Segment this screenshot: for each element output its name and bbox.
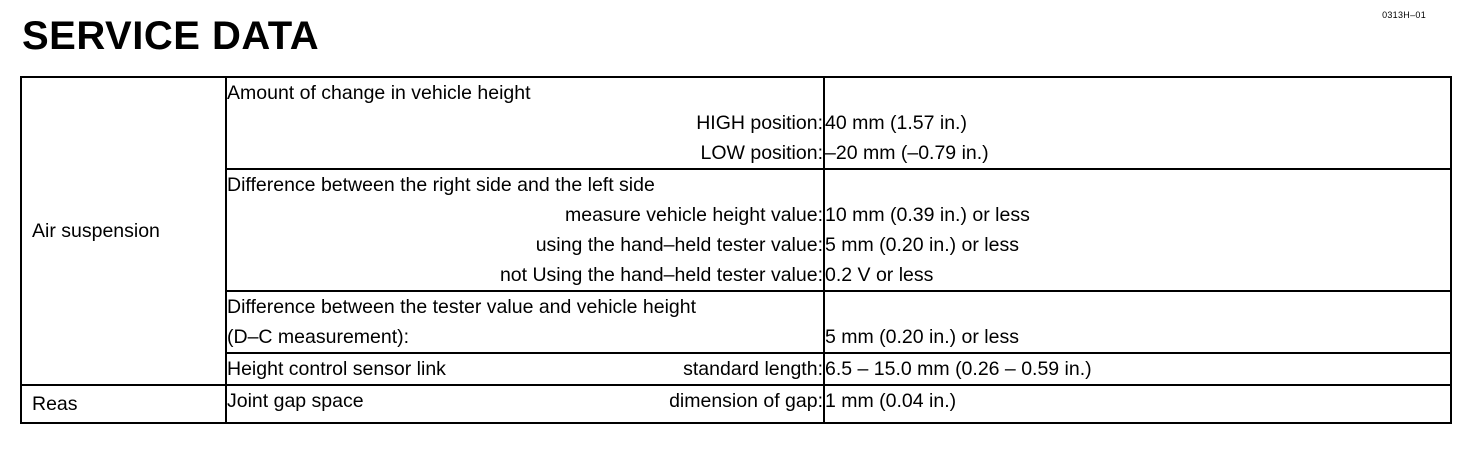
joint-gap-values [824, 385, 1451, 423]
spec-label: LOW position: [700, 142, 823, 164]
spec-heading: Amount of change in vehicle height [227, 82, 531, 104]
spec-heading: Height control sensor link [227, 358, 446, 380]
spec-value: 1 mm (0.04 in.) [825, 390, 957, 412]
spec-value: 5 mm (0.20 in.) or less [825, 326, 1019, 348]
spec-heading: Difference between the tester value and vehicle height [227, 296, 697, 318]
table-row [21, 385, 1451, 423]
height-change-values [824, 77, 1451, 169]
spec-value: 0.2 V or less [825, 264, 934, 286]
spec-value: 6.5 – 15.0 mm (0.26 – 0.59 in.) [825, 358, 1092, 380]
spec-label: standard length: [683, 358, 823, 380]
spec-heading: Joint gap space [227, 390, 364, 412]
spec-label: measure vehicle height value: [565, 204, 823, 226]
spec-value: 5 mm (0.20 in.) or less [825, 234, 1019, 256]
category-air-suspension: Air suspension [21, 77, 226, 385]
side-difference-values [824, 169, 1451, 291]
sensor-link-spec [226, 353, 824, 385]
category-reas: Reas [21, 385, 226, 423]
sensor-link-values [824, 353, 1451, 385]
table-row [21, 353, 1451, 385]
spec-heading: Difference between the right side and the left side [227, 174, 655, 196]
document-code: 0313H–01 [1382, 10, 1426, 20]
page-title: SERVICE DATA [22, 14, 320, 58]
spec-value: 10 mm (0.39 in.) or less [825, 204, 1030, 226]
tester-difference-spec [226, 291, 824, 353]
joint-gap-spec [226, 385, 824, 423]
table-row [21, 77, 1451, 169]
spec-value: –20 mm (–0.79 in.) [825, 142, 989, 164]
spec-subheading: (D–C measurement): [227, 326, 410, 348]
spec-label: not Using the hand–held tester value: [499, 264, 823, 286]
service-data-table [20, 76, 1452, 424]
tester-difference-values [824, 291, 1451, 353]
side-difference-spec [226, 169, 824, 291]
spec-label: using the hand–held tester value: [535, 234, 823, 256]
spec-label: HIGH position: [696, 112, 823, 134]
table-row [21, 169, 1451, 291]
height-change-spec [226, 77, 824, 169]
spec-label: dimension of gap: [669, 390, 823, 412]
table-row [21, 291, 1451, 353]
spec-value: 40 mm (1.57 in.) [825, 112, 967, 134]
